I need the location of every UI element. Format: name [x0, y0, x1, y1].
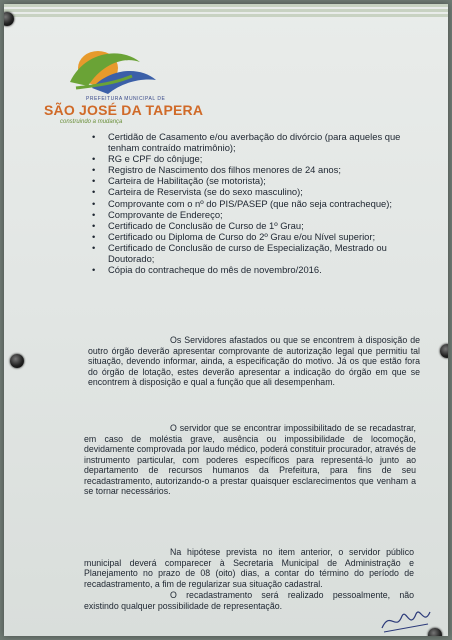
list-item: • Certificado de Conclusão de Curso de 1º Grau; — [90, 220, 426, 231]
list-item: • Cópia do contracheque do mês de novembro/2016. — [90, 264, 426, 275]
municipal-logo — [42, 42, 204, 126]
list-item: • RG e CPF do cônjuge; — [90, 153, 426, 164]
list-item: • Comprovante de Endereço; — [90, 209, 426, 220]
list-item: • Certificado ou Diploma de Curso do 2º Grau e/ou Nível superior; — [90, 231, 426, 242]
paragraph-pessoalmente: O recadastramento será realizado pessoalmente, não existindo qualquer possibilidade de representação. — [84, 590, 414, 611]
list-item: • Registro de Nascimento dos filhos menores de 24 anos; — [90, 164, 426, 175]
list-item: • Carteira de Reservista (se do sexo masculino); — [90, 186, 426, 197]
list-item: • Carteira de Habilitação (se motorista); — [90, 175, 426, 186]
signature-icon — [378, 602, 434, 636]
list-item: • Certificado de Conclusão de curso de Especialização, Mestrado ou Doutorado; — [90, 242, 426, 264]
city-name: SÃO JOSÉ DA TAPERA — [44, 102, 204, 118]
list-item: • Comprovante com o nº do PIS/PASEP (que não seja contracheque); — [90, 198, 426, 209]
pushpin-icon — [4, 12, 14, 26]
paragraph-prazo: Na hipótese prevista no item anterior, o servidor público municipal deverá comparecer à Secretaria Municipal de Administração e Planejamento no prazo de 08 (oito) dias, a contar do término do período de recadastramento, a fim de regularizar sua situação cadastral. — [84, 547, 414, 589]
pushpin-icon — [10, 354, 24, 368]
paragraph-procurador: O servidor que se encontrar impossibilitado de se recadastrar, em caso de moléstia grave, ausência ou impossibilidade de locomoção, devidamente comprovada por laudo médico, poderá constituir procurador, através de instrumento particular, com poderes específicos para representá-lo junto ao departamento de recursos humanos da Prefeitura, para fins de seu recadastramento, autorizando-o a prestar quaisquer esclarecimentos que venham a se tornar necessários. — [84, 423, 416, 496]
slogan: construindo a mudança — [60, 119, 123, 125]
paragraph-afastados: Os Servidores afastados ou que se encontrem à disposição de outro órgão deverão apresentar comprovante de autorização legal que permitiu tal situação, devendo informar, ainda, a especificação do motivo. Já os que estão fora do órgão de lotação, estes deverão apresentar a indicação do órgão em que se encontrem à disposição e qual a função que ali desempenham. — [88, 335, 420, 387]
document-page — [4, 4, 448, 636]
required-documents-list — [90, 131, 426, 275]
prefeitura-label: PREFEITURA MUNICIPAL DE — [86, 96, 166, 102]
top-stripes — [4, 4, 448, 22]
municipal-logo-icon — [62, 42, 172, 98]
list-item: • Certidão de Casamento e/ou averbação do divórcio (para aqueles que tenham contraído matrimônio); — [90, 131, 426, 153]
pushpin-icon — [440, 344, 448, 358]
